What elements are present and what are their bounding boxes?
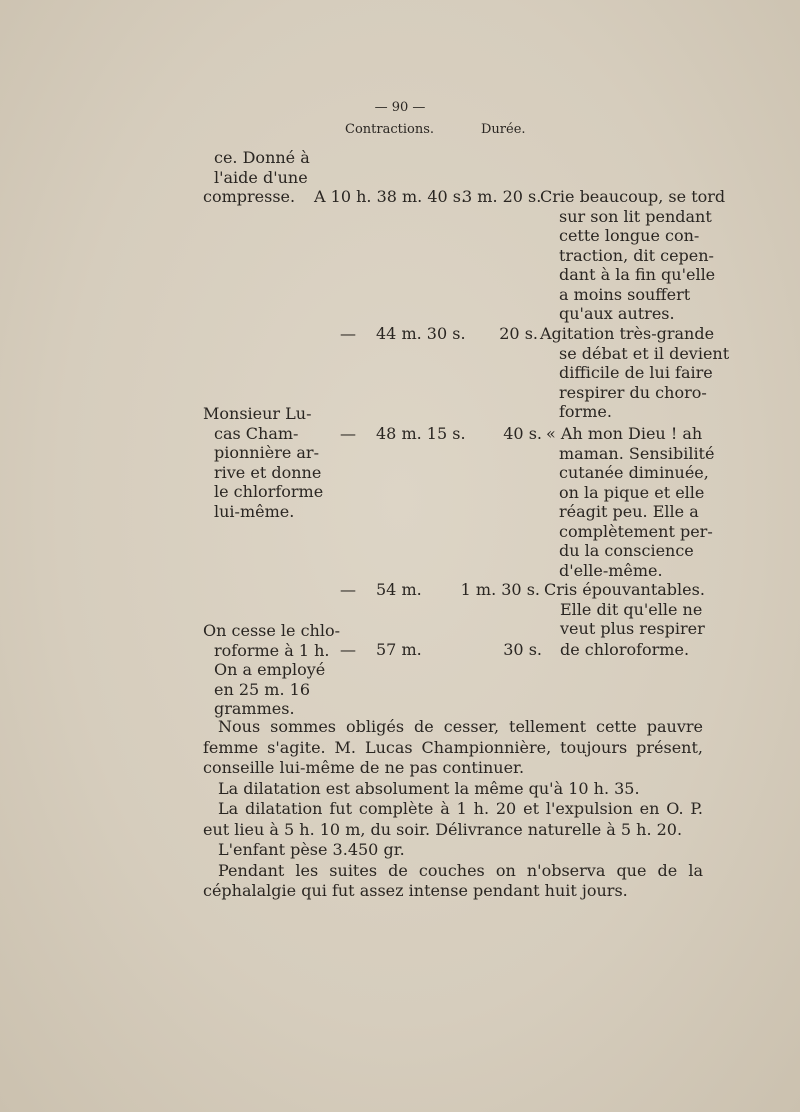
desc-line: complètement per-: [559, 521, 713, 541]
desc-line: dant à la fin qu'elle: [559, 265, 716, 284]
note-line: roforme à 1 h.: [214, 640, 330, 660]
row2-duration: 20 s.: [499, 324, 538, 343]
note-line: l'aide d'une: [214, 167, 308, 187]
page-number: — 90 —: [374, 100, 426, 115]
paragraph: La dilatation est absolument la même qu'à 10 h. 35.: [218, 778, 640, 798]
desc-line: traction, dit cepen-: [559, 245, 714, 265]
column-header-duree: Durée.: [481, 122, 526, 137]
row5-time: 57 m.: [376, 640, 422, 659]
desc-line: Crie beaucoup, se tord: [540, 187, 726, 206]
note-line: ce. Donné à: [214, 148, 310, 167]
row3-notes: [203, 404, 325, 521]
paragraph: Nous sommes obligés de cesser, tellement cette pauvre femme s'agite. M. Lucas Championnière, toujours présent, conseille lui-même de ne pas continuer.: [203, 717, 703, 777]
row4-dash: —: [340, 580, 356, 599]
desc-line: d'elle-même.: [559, 560, 663, 580]
row3-description: [546, 424, 715, 580]
note-line: cas Cham-: [214, 423, 299, 443]
row3-duration: 40 s.: [503, 424, 542, 443]
row5-description: [560, 640, 725, 660]
row5-dash: —: [340, 640, 356, 659]
note-line: pionnière ar-: [214, 443, 319, 462]
desc-line: réagit peu. Elle a: [559, 502, 699, 521]
row1-description: [540, 187, 726, 324]
note-line: On cesse le chlo-: [203, 621, 341, 640]
desc-line: Agitation très-grande: [540, 324, 715, 343]
desc-line: cutanée diminuée,: [559, 463, 709, 482]
note-line: le chlorforme: [214, 482, 324, 501]
desc-line: difficile de lui faire: [559, 363, 713, 382]
paragraph: La dilatation fut complète à 1 h. 20 et l'expulsion en O. P. eut lieu à 5 h. 10 m, du soir. Délivrance naturelle à 5 h. 20.: [203, 799, 703, 839]
row1-time: A 10 h. 38 m. 40 s.: [314, 187, 467, 206]
note-line: grammes.: [214, 699, 295, 718]
desc-line: Cris épouvantables.: [544, 580, 705, 599]
paragraph: L'enfant pèse 3.450 gr.: [218, 840, 405, 859]
row4-description: [544, 580, 709, 639]
column-header-contractions: Contractions.: [345, 122, 435, 137]
note-line: en 25 m. 16: [214, 679, 311, 699]
desc-line: respirer du choro-: [559, 382, 707, 402]
desc-line: « Ah mon Dieu ! ah: [546, 424, 703, 443]
row3-dash: —: [340, 424, 356, 443]
note-line: rive et donne: [214, 462, 322, 482]
desc-line: sur son lit pendant: [559, 206, 712, 226]
note-line: compresse.: [203, 187, 296, 206]
row2-time: 44 m. 30 s.: [376, 324, 466, 343]
row4-duration: 1 m. 30 s.: [460, 580, 540, 599]
body-text: [203, 717, 703, 902]
row1-notes: [203, 148, 325, 207]
desc-line: veut plus respirer: [560, 619, 705, 638]
note-line: On a employé: [214, 660, 326, 679]
note-line: lui-même.: [214, 501, 295, 521]
desc-line: forme.: [559, 402, 612, 421]
desc-line: Elle dit qu'elle ne: [560, 599, 703, 619]
desc-line: on la pique et elle: [559, 482, 705, 502]
row4-time: 54 m.: [376, 580, 422, 599]
row2-dash: —: [340, 324, 356, 343]
desc-line: maman. Sensibilité: [559, 443, 715, 463]
desc-line: de chloroforme.: [560, 640, 690, 659]
desc-line: qu'aux autres.: [559, 304, 675, 323]
desc-line: a moins souffert: [559, 284, 691, 304]
desc-line: du la conscience: [559, 541, 694, 560]
row5-duration: 30 s.: [503, 640, 542, 659]
paragraph: Pendant les suites de couches on n'observa que de la céphalalgie qui fut assez intense pendant huit jours.: [203, 860, 703, 900]
desc-line: se débat et il devient: [559, 343, 730, 363]
row3-time: 48 m. 15 s.: [376, 424, 466, 443]
row5-notes: [203, 621, 341, 719]
desc-line: cette longue con-: [559, 226, 700, 245]
note-line: Monsieur Lu-: [203, 404, 312, 423]
row2-description: [540, 324, 730, 422]
row1-duration: 3 m. 20 s.: [462, 187, 542, 206]
